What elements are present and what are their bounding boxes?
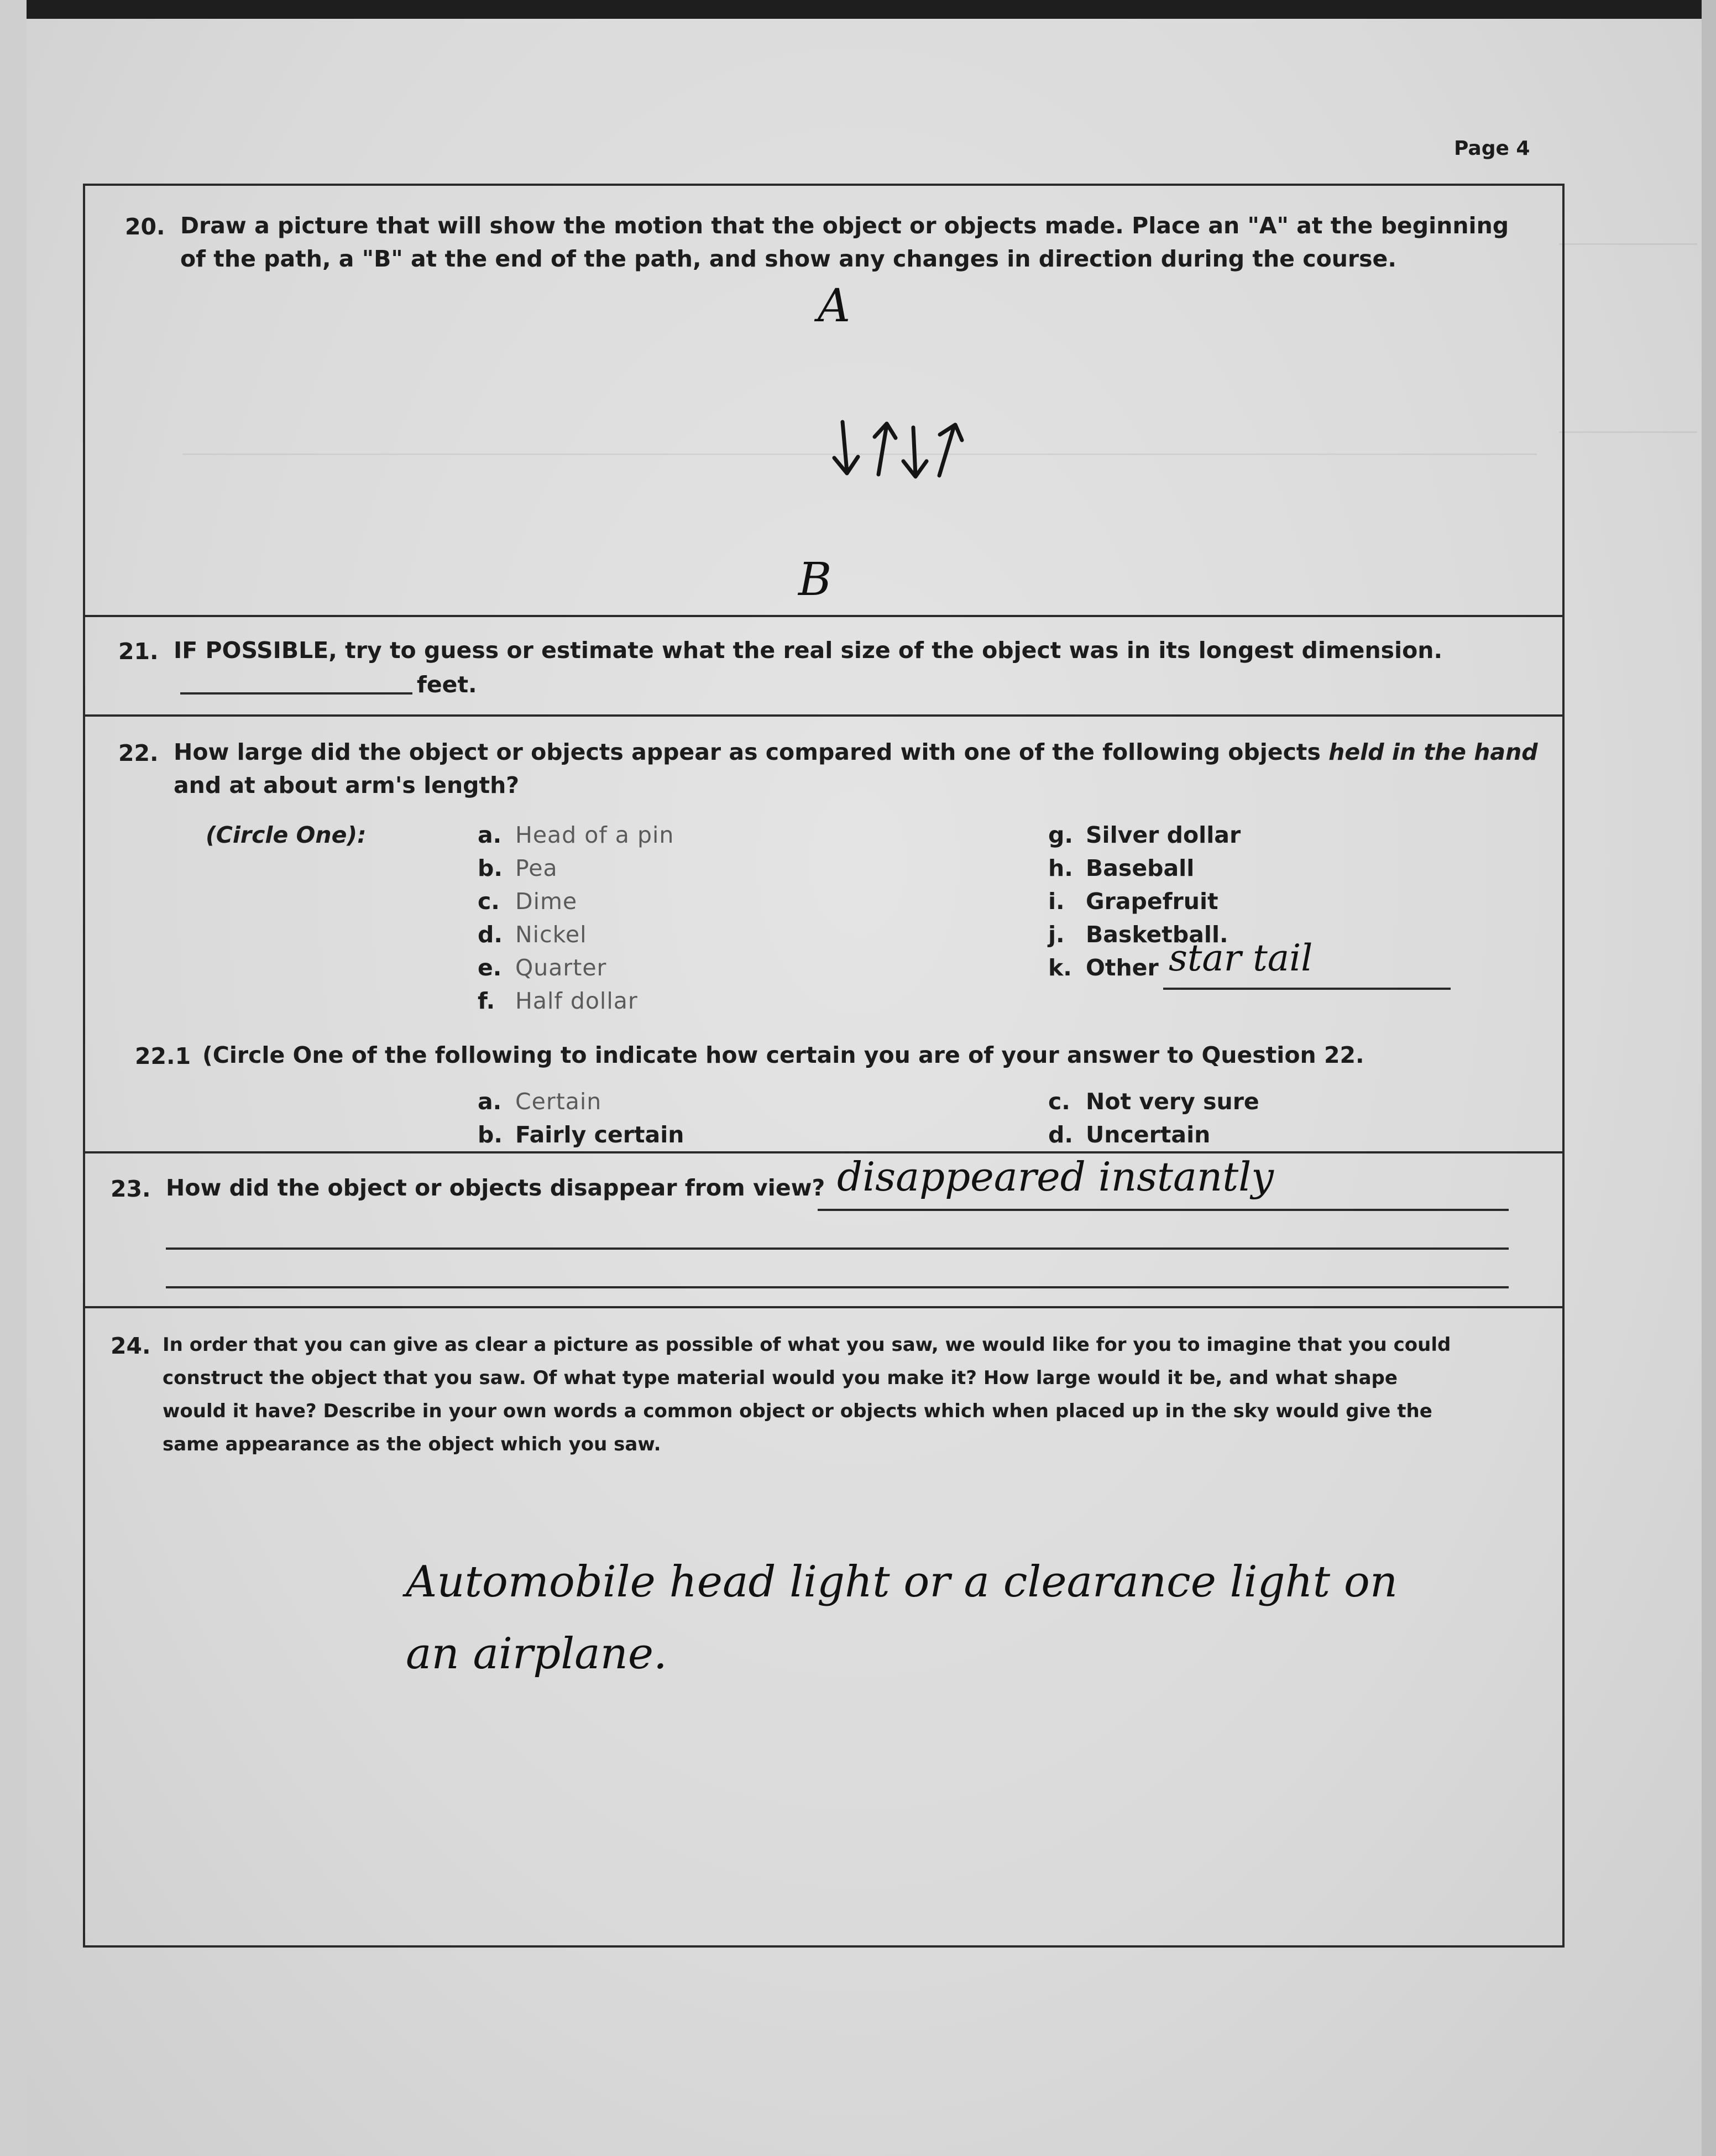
question-20-section (85, 186, 1562, 617)
option-label: Fairly certain (515, 1121, 684, 1148)
option-other[interactable] (1048, 954, 1159, 981)
question-20-line2: of the path, a "B" at the end of the path, and show any changes in direction during the course. (180, 246, 1396, 272)
option-letter: i. (1048, 888, 1065, 915)
motion-arrows-icon (826, 414, 970, 486)
option-label: Silver dollar (1086, 822, 1241, 848)
question-22-section (85, 717, 1562, 1153)
question-22-line1-text: How large did the object or objects appear as compared with one of the following objects (174, 739, 1329, 765)
question-number: 22.1 (135, 1043, 191, 1069)
option-letter: j. (1048, 921, 1065, 948)
option-nickel[interactable] (478, 921, 587, 948)
description-handwritten-line1: Automobile head light or a clearance light on (406, 1557, 1398, 1607)
question-number: 22. (118, 740, 159, 766)
scan-top-edge (0, 0, 1716, 19)
option-label: Basketball. (1086, 921, 1228, 948)
option-letter: e. (478, 954, 502, 981)
certainty-uncertain[interactable] (1048, 1121, 1210, 1148)
question-21-section (85, 617, 1562, 717)
question-23-section (85, 1153, 1562, 1308)
question-24-line4: same appearance as the object which you saw. (163, 1433, 661, 1455)
option-letter: h. (1048, 855, 1073, 881)
certainty-fairly-certain[interactable] (478, 1121, 684, 1148)
disappearance-handwritten-answer: disappeared instantly (837, 1153, 1274, 1200)
option-label: Half dollar (515, 988, 638, 1014)
option-label: Baseball (1086, 855, 1195, 881)
option-label: Pea (515, 855, 558, 881)
circle-one-label: (Circle One): (206, 822, 367, 848)
question-number: 24. (111, 1333, 151, 1359)
question-20-line1: Draw a picture that will show the motion that the object or objects made. Place an "A" at the beginning (180, 212, 1509, 239)
option-label: Dime (515, 888, 578, 915)
answer-line[interactable] (166, 1286, 1509, 1288)
question-22-emphasis: held in the hand (1328, 739, 1538, 765)
page-number: Page 4 (1454, 137, 1530, 160)
option-label: Grapefruit (1086, 888, 1218, 915)
option-label: Quarter (515, 954, 607, 981)
other-answer-line[interactable] (1163, 988, 1451, 990)
question-number: 23. (111, 1176, 151, 1202)
option-head-of-pin[interactable] (478, 822, 674, 848)
option-label: Certain (515, 1088, 602, 1115)
path-start-mark: A (818, 280, 851, 332)
question-22-line1 (174, 735, 1538, 769)
path-end-mark: B (798, 554, 832, 606)
option-label: Not very sure (1086, 1088, 1259, 1115)
size-unit-label: feet. (417, 671, 477, 698)
option-baseball[interactable] (1048, 855, 1194, 881)
certainty-certain[interactable] (478, 1088, 601, 1115)
question-24-line1: In order that you can give as clear a picture as possible of what you saw, we would like for you to imagine that you could (163, 1334, 1451, 1356)
other-handwritten-answer: star tail (1169, 937, 1313, 979)
answer-line[interactable] (166, 1247, 1509, 1250)
certainty-not-very-sure[interactable] (1048, 1088, 1259, 1115)
option-letter: c. (478, 888, 500, 915)
option-letter: a. (478, 1088, 502, 1115)
option-silver-dollar[interactable] (1048, 822, 1241, 848)
scan-left-edge (0, 0, 27, 2156)
bleed-through-line (1559, 243, 1697, 245)
description-handwritten-line2: an airplane. (406, 1629, 667, 1679)
question-number: 20. (125, 213, 165, 240)
question-24-line2: construct the object that you saw. Of what type material would you make it? How large would it be, and what shape (163, 1367, 1398, 1389)
scan-right-edge (1702, 0, 1716, 2156)
option-half-dollar[interactable] (478, 988, 638, 1014)
option-letter: d. (478, 921, 503, 948)
bleed-through-line (1559, 431, 1697, 433)
option-letter: b. (478, 1121, 503, 1148)
option-letter: d. (1048, 1121, 1073, 1148)
option-letter: c. (1048, 1088, 1070, 1115)
option-letter: f. (478, 988, 495, 1014)
option-letter: a. (478, 822, 502, 848)
question-number: 21. (118, 638, 159, 665)
question-24-line3: would it have? Describe in your own words a common object or objects which when placed up in the sky would give the (163, 1400, 1432, 1422)
question-21-text: IF POSSIBLE, try to guess or estimate what the real size of the object was in its longest dimension. (174, 637, 1443, 664)
question-22-1-text: (Circle One of the following to indicate how certain you are of your answer to Question 22. (202, 1042, 1364, 1068)
option-label: Head of a pin (515, 822, 674, 848)
question-22-line2: and at about arm's length? (174, 772, 520, 798)
option-label: Other (1086, 954, 1159, 981)
option-dime[interactable] (478, 888, 577, 915)
option-quarter[interactable] (478, 954, 606, 981)
question-23-text: How did the object or objects disappear from view? (166, 1174, 825, 1201)
option-pea[interactable] (478, 855, 558, 881)
question-24-section (85, 1308, 1562, 1948)
option-label: Nickel (515, 921, 587, 948)
option-letter: b. (478, 855, 503, 881)
option-label: Uncertain (1086, 1121, 1211, 1148)
option-grapefruit[interactable] (1048, 888, 1218, 915)
option-letter: g. (1048, 822, 1073, 848)
option-letter: k. (1048, 954, 1072, 981)
questionnaire-form (83, 184, 1565, 1948)
size-answer-blank[interactable] (180, 692, 412, 695)
answer-line[interactable] (818, 1209, 1509, 1211)
